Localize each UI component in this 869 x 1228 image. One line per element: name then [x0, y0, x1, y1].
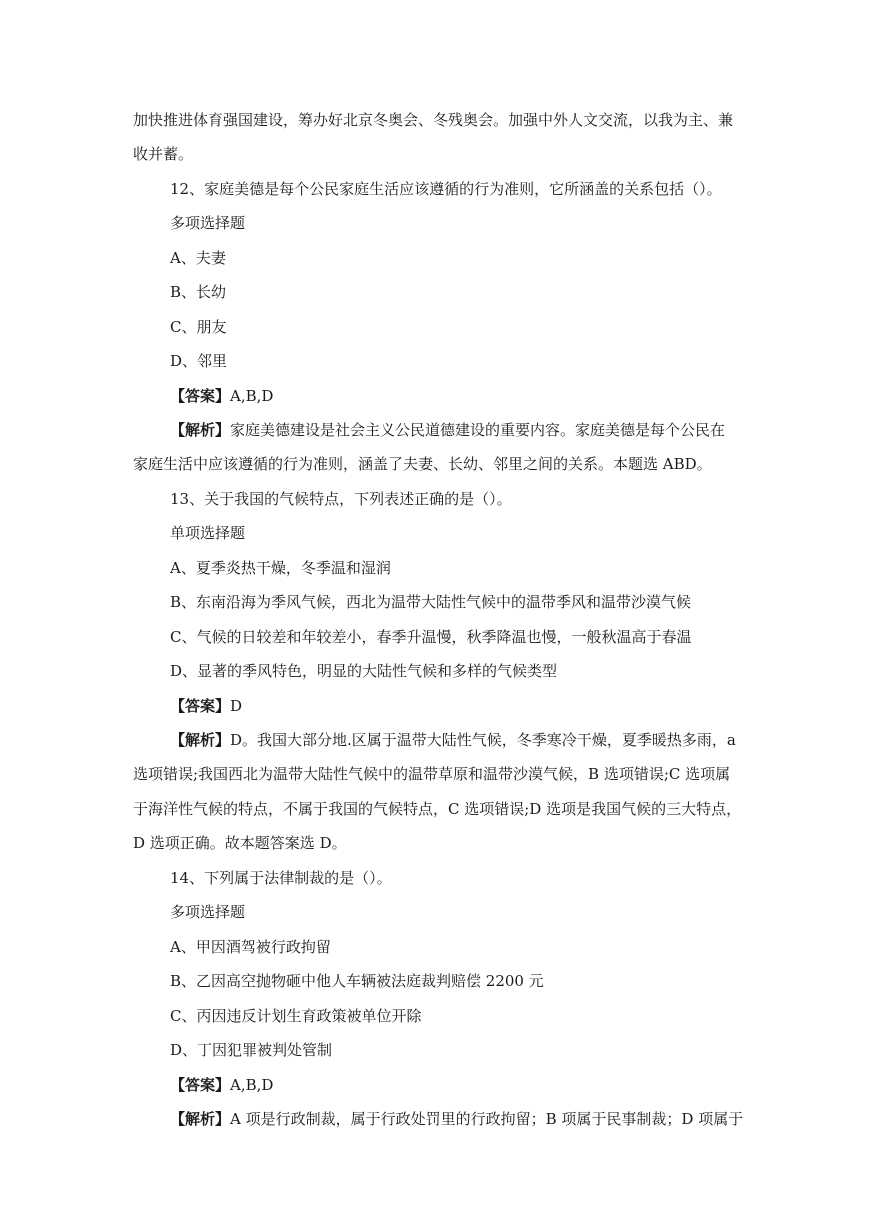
- question-12-option-b: B、长幼: [170, 283, 227, 301]
- answer-label: 【答案】: [170, 1076, 231, 1094]
- answer-value: A,B,D: [230, 1076, 274, 1094]
- question-12-option-d: D、邻里: [170, 352, 228, 370]
- analysis-text: A 项是行政制裁，属于行政处罚里的行政拘留；B 项属于民事制裁；D 项属于: [230, 1110, 744, 1128]
- question-14-stem: 14、下列属于法律制裁的是（）。: [170, 869, 392, 887]
- analysis-text-line: 选项错误;我国西北为温带大陆性气候中的温带草原和温带沙漠气候，B 选项错误;C 选项属: [133, 765, 731, 783]
- question-14-answer: [170, 1075, 273, 1095]
- question-14-option-a: A、甲因酒驾被行政拘留: [170, 938, 331, 956]
- analysis-text: D。我国大部分地.区属于温带大陆性气候，冬季寒冷干燥，夏季暖热多雨，a: [230, 731, 736, 749]
- question-14-option-d: D、丁因犯罪被判处管制: [170, 1041, 333, 1059]
- question-14-analysis: [170, 1109, 743, 1129]
- answer-value: D: [230, 697, 243, 715]
- question-12-analysis: [170, 420, 725, 440]
- question-13-type: 单项选择题: [170, 524, 246, 542]
- question-13-answer: [170, 696, 242, 716]
- question-14-option-b: B、乙因高空抛物砸中他人车辆被法庭裁判赔偿 2200 元: [170, 972, 544, 990]
- question-13-option-d: D、显著的季风特色，明显的大陆性气候和多样的气候类型: [170, 662, 558, 680]
- question-14-option-c: C、丙因违反计划生育政策被单位开除: [170, 1007, 422, 1025]
- body-text-line: 收并蓄。: [133, 145, 194, 163]
- analysis-text-line: 家庭生活中应该遵循的行为准则，涵盖了夫妻、长幼、邻里之间的关系。本题选 ABD。: [133, 455, 712, 473]
- question-14-type: 多项选择题: [170, 903, 246, 921]
- question-13-analysis: [170, 730, 736, 750]
- analysis-label: 【解析】: [170, 1110, 231, 1128]
- analysis-text-line: D 选项正确。故本题答案选 D。: [133, 834, 347, 852]
- question-13-stem: 13、关于我国的气候特点，下列表述正确的是（）。: [170, 490, 512, 508]
- body-text-line: 加快推进体育强国建设，筹办好北京冬奥会、冬残奥会。加强中外人文交流，以我为主、兼: [133, 111, 734, 129]
- answer-label: 【答案】: [170, 697, 231, 715]
- question-13-option-b: B、东南沿海为季风气候，西北为温带大陆性气候中的温带季风和温带沙漠气候: [170, 593, 692, 611]
- question-12-answer: [170, 386, 273, 406]
- answer-value: A,B,D: [230, 387, 274, 405]
- question-13-option-a: A、夏季炎热干燥，冬季温和湿润: [170, 559, 391, 577]
- question-12-type: 多项选择题: [170, 214, 246, 232]
- question-12-stem: 12、家庭美德是每个公民家庭生活应该遵循的行为准则，它所涵盖的关系包括（）。: [170, 180, 722, 198]
- question-12-option-a: A、夫妻: [170, 249, 226, 267]
- question-13-option-c: C、气候的日较差和年较差小，春季升温慢，秋季降温也慢，一般秋温高于春温: [170, 628, 692, 646]
- analysis-text: 家庭美德建设是社会主义公民道德建设的重要内容。家庭美德是每个公民在: [230, 421, 726, 439]
- analysis-label: 【解析】: [170, 731, 231, 749]
- question-12-option-c: C、朋友: [170, 318, 227, 336]
- analysis-text-line: 于海洋性气候的特点，不属于我国的气候特点，C 选项错误;D 选项是我国气候的三大特点，: [133, 800, 742, 818]
- answer-label: 【答案】: [170, 387, 231, 405]
- analysis-label: 【解析】: [170, 421, 231, 439]
